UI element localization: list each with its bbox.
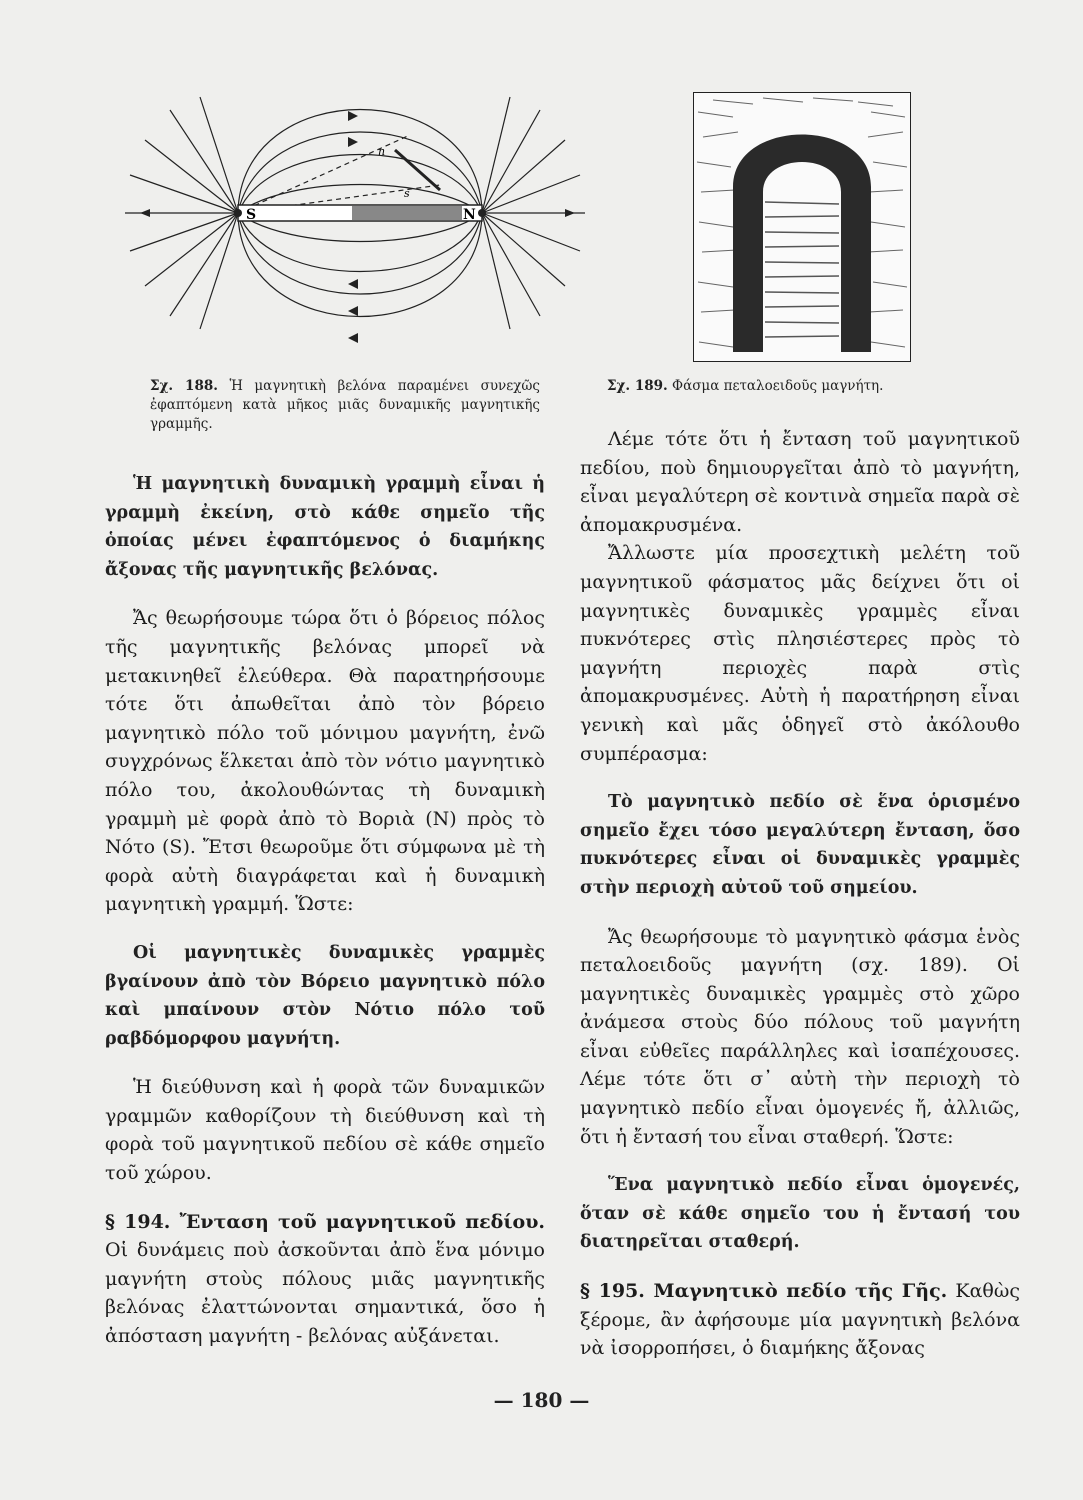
page-number: — 180 — [493, 1388, 590, 1412]
figure-189-horseshoe-field [693, 92, 911, 362]
right-definition-homogeneous: Ἕνα μαγνητικὸ πεδίο εἶναι ὁμογενές, ὅταν σὲ κάθε σημεῖο του ἡ ἔντασή του διατηρεῖται σταθερή. [580, 1175, 1020, 1253]
pole-n-label: N [463, 207, 476, 223]
section-195-block [580, 1277, 1020, 1363]
left-conclusion-field-lines: Οἱ μαγνητικὲς δυναμικὲς γραμμὲς βγαίνουν ἀπὸ τὸν Βόρειο μαγνητικὸ πόλο καὶ μπαίνουν στὸν Νότιο πόλο τοῦ ραβδόμορφου μαγνήτη. [105, 942, 545, 1049]
right-paragraph-intensity: Λέμε τότε ὅτι ἡ ἔνταση τοῦ μαγνητικοῦ πεδίου, ποὺ δημιουργεῖται ἀπὸ τὸ μαγνήτη, εἶναι μεγαλύτερη σὲ κοντινὰ σημεῖα παρὰ σὲ ἀπομακρυσμένα. [580, 428, 1020, 536]
right-conclusion-density: Τὸ μαγνητικὸ πεδίο σὲ ἕνα ὁρισμένο σημεῖο ἔχει τόσο μεγαλύτερη ἔνταση, ὅσο πυκνότερες εἶναι οἱ δυναμικὲς γραμμὲς στὴν περιοχὴ αὐτοῦ τοῦ σημείου. [580, 792, 1020, 898]
right-paragraph-spectrum: Ἄλλωστε μία προσεχτικὴ μελέτη τοῦ μαγνητικοῦ φάσματος μᾶς δείχνει ὅτι οἱ μαγνητικὲς δυναμικὲς γραμμὲς εἶναι πυκνότερες στὶς πλησιέστερες πρὸς τὸ μαγνήτη περιοχὲς παρὰ στὶς ἀπομακρυσμένες. Αὐτὴ ἡ παρατήρηση εἶναι γενικὴ καὶ μᾶς ὁδηγεῖ στὸ ἀκόλουθο συμπέρασμα: [580, 542, 1020, 765]
pole-s-label: S [246, 207, 257, 223]
right-column [580, 425, 1020, 1363]
section-195-heading: § 195. Μαγνητικὸ πεδίο τῆς Γῆς. [580, 1280, 948, 1303]
section-194-text: Οἱ δυνάμεις ποὺ ἀσκοῦνται ἀπὸ ἕνα μόνιμο μαγνήτη στοὺς πόλους μιᾶς μαγνητικῆς βελόνας ἐλαττώνονται σημαντικά, ὅσο ἡ ἀπόσταση μαγνήτη - βελόνας αὐξάνεται. [105, 1239, 545, 1348]
right-paragraph-horseshoe: Ἄς θεωρήσουμε τὸ μαγνητικὸ φάσμα ἑνὸς πεταλοειδοῦς μαγνήτη (σχ. 189). Οἱ μαγνητικὲς δυναμικὲς γραμμὲς στὸ χῶρο ἀνάμεσα στοὺς δύο πόλους τοῦ μαγνήτη εἶναι εὐθεῖες παράλληλες καὶ ἰσαπέχουσες. Λέμε τότε ὅτι σ᾽ αὐτὴ τὴν περιοχὴ τὸ μαγνητικὸ πεδίο εἶναι ὁμογενές ἤ, ἀλλιῶς, ὅτι ἡ ἔντασή του εἶναι σταθερή. Ὥστε: [580, 925, 1020, 1148]
section-194-heading: § 194. Ἔνταση τοῦ μαγνητικοῦ πεδίου. [105, 1210, 545, 1233]
figure-189-caption [607, 377, 987, 396]
section-195-text: Καθὼς ξέρομε, ἂν ἀφήσουμε μία μαγνητικὴ βελόνα νὰ ἰσορροπήσει, ὁ διαμήκης ἄξονας [580, 1280, 1020, 1360]
left-paragraph-direction: Ἡ διεύθυνση καὶ ἡ φορὰ τῶν δυναμικῶν γραμμῶν καθορίζουν τὴ διεύθυνση καὶ τὴ φορὰ τοῦ μαγνητικοῦ πεδίου σὲ κάθε σημεῖο τοῦ χώρου. [105, 1076, 545, 1185]
figure-188-bar-magnet-field [120, 95, 590, 365]
left-column [105, 470, 545, 1351]
section-194-block [105, 1208, 545, 1351]
needle-s-label: s [404, 187, 410, 200]
caption-189-number: Σχ. 189. [607, 378, 668, 394]
left-definition-magnetic-line: Ἡ μαγνητικὴ δυναμικὴ γραμμὴ εἶναι ἡ γραμμὴ ἐκείνη, στὸ κάθε σημεῖο τῆς ὁποίας μένει ἐφαπτόμενος ὁ διαμήκης ἄξονας τῆς μαγνητικῆς βελόνας. [105, 474, 545, 580]
caption-188-text: Ἡ μαγνητικὴ βελόνα παραμένει συνεχῶς ἐφαπτόμενη κατὰ μῆκος μιᾶς δυναμικῆς μαγνητικῆς γραμμῆς. [150, 378, 540, 432]
figure-188-caption [150, 377, 540, 434]
caption-188-number: Σχ. 188. [150, 378, 218, 394]
caption-189-text: Φάσμα πεταλοειδοῦς μαγνήτη. [672, 378, 884, 394]
needle-n-label: n [378, 145, 386, 158]
left-paragraph-north-pole: Ἄς θεωρήσουμε τώρα ὅτι ὁ βόρειος πόλος τῆς μαγνητικῆς βελόνας μπορεῖ νὰ μετακινηθεῖ ἐλεύθερα. Θὰ παρατηρήσουμε τότε ὅτι ἀπωθεῖται ἀπὸ τὸν βόρειο μαγνητικὸ πόλο τοῦ μόνιμου μαγνήτη, ἐνῶ συγχρόνως ἕλκεται ἀπὸ τὸν νότιο μαγνητικὸ πόλο του, ἀκολουθώντας τὴ δυναμικὴ γραμμὴ μὲ φορὰ ἀπὸ τὸ Βοριὰ (N) πρὸς τὸ Νότο (S). Ἔτσι θεωροῦμε ὅτι σύμφωνα μὲ τὴ φορὰ αὐτὴ διαγράφεται καὶ ἡ δυναμικὴ μαγνητικὴ γραμμή. Ὥστε: [105, 607, 545, 916]
